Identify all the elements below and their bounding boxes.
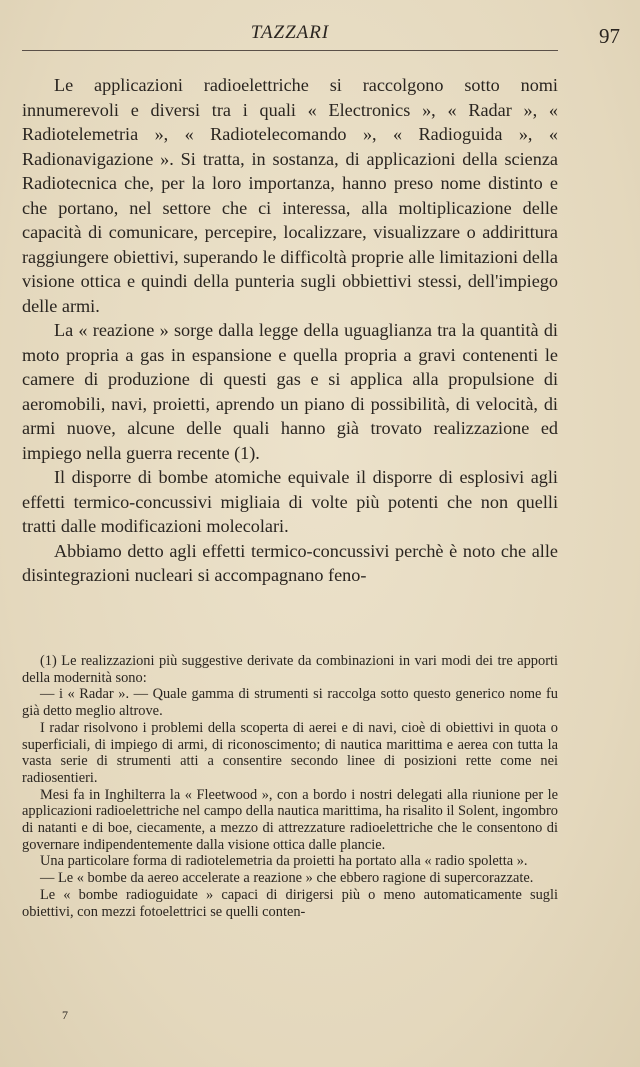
- page-number: 97: [599, 24, 620, 48]
- footnotes: [22, 653, 558, 920]
- footnote-paragraph: I radar risolvono i problemi della scoperta di aerei e di navi, cioè di obiettivi in quota o superficiali, di impiego di armi, di riconoscimento; di nautica marittima e aerea con tutta la vasta serie di strumenti atti a consentire secondo linee di posizioni rette come nei radiosentieri.: [22, 719, 558, 786]
- body-paragraph: Il disporre di bombe atomiche equivale il disporre di esplosivi agli effetti termico-concussivi migliaia di volte più potenti che non quelli tratti dalle modificazioni molecolari.: [22, 467, 558, 536]
- main-text: [22, 73, 558, 588]
- footnote-paragraph: Le « bombe radioguidate » capaci di dirigersi più o meno automaticamente sugli obiettivi, con mezzi fotoelettrici se quelli conten-: [22, 886, 558, 920]
- body-paragraph: La « reazione » sorge dalla legge della uguaglianza tra la quantità di moto propria a gas in espansione e quella propria a gravi contenenti le camere di produzione di questi gas e si applica alla propulsione di aeromobili, navi, proietti, aprendo un piano di possibilità, di velocità, di armi nuove, alcune delle quali hanno già trovato realizzazione ed impiego nella guerra recente (1).: [22, 320, 558, 463]
- body-paragraph: Le applicazioni radioelettriche si raccolgono sotto nomi innumerevoli e diversi tra i quali « Electronics », « Radar », « Radiotelemetria », « Radiotelecomando », « Radioguida », « Radionavigazione ». Si tratta, in sostanza, di applicazioni della scienza Radiotecnica che, per la loro importanza, hanno preso nome distinto e che portano, nel settore che ci interessa, alla moltiplicazione delle capacità di comunicare, percepire, localizzare, visualizzare o addirittura raggiungere obiettivi, superando le difficoltà proprie alle limitazioni della visione ottica e quindi della punteria sugli obbiettivi stessi, dell'impiego delle armi.: [22, 75, 558, 316]
- footnote-paragraph: — Le « bombe da aereo accelerate a reazione » che ebbero ragione di supercorazzate.: [40, 870, 534, 887]
- footnote-paragraph: Una particolare forma di radiotelemetria da proietti ha portato alla « radio spoletta ».: [40, 853, 528, 870]
- running-title: TAZZARI: [250, 22, 330, 43]
- signature-mark: 7: [62, 1008, 68, 1022]
- body-paragraph: Abbiamo detto agli effetti termico-concussivi perchè è noto che alle disintegrazioni nucleari si accompagnano feno-: [22, 540, 558, 585]
- footnote-paragraph: — i « Radar ». — Quale gamma di strumenti si raccolga sotto questo generico nome fu già detto meglio altrove.: [22, 686, 558, 720]
- footnote-paragraph: (1) Le realizzazioni più suggestive derivate da combinazioni in vari modi dei tre apporti della modernità sono:: [22, 653, 558, 686]
- footnote-paragraph: Mesi fa in Inghilterra la « Fleetwood », con a bordo i nostri delegati alla riunione per le applicazioni radioelettriche nel campo della nautica marittima, ha risalito il Solent, ingombro di natanti e di boe, ciecamente, a mezzo di attrezzature radioelettriche che le consentono di governare indipendentemente dalla visione ottica dalle plancie.: [22, 786, 558, 853]
- running-header: [22, 22, 620, 51]
